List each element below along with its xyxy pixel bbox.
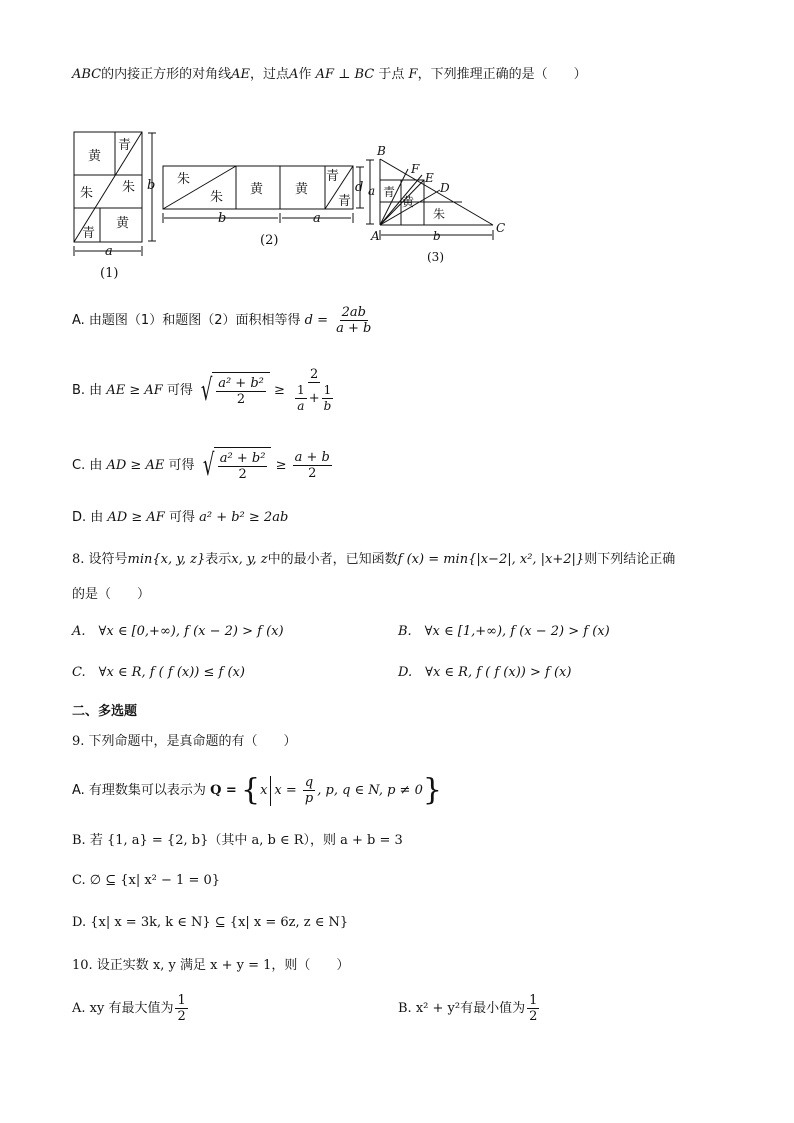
q7-option-a-fraction bbox=[334, 305, 373, 336]
q7-option-a-num: 2ab bbox=[341, 305, 366, 320]
q7-option-b-sqrt: √ $\frac{\text{a² + b²}}{2}$ bbox=[197, 372, 270, 410]
q7-option-c-am bbox=[293, 450, 332, 481]
q10-option-b-den: 2 bbox=[529, 1009, 538, 1024]
q7-option-d-mid: 可得 bbox=[168, 510, 195, 525]
q7-option-a-lead: A. 由题图（1）和题图（2）面积相等得 bbox=[72, 313, 301, 328]
fig1-cell-qing-2: 青 bbox=[82, 226, 96, 241]
q7-option-c bbox=[72, 446, 334, 486]
q7-option-b-mid: 可得 bbox=[166, 383, 193, 398]
q8-option-a bbox=[72, 623, 284, 641]
fig2-cell-zhu-1: 朱 bbox=[177, 172, 191, 187]
q7-option-a bbox=[72, 305, 375, 336]
q7-stem-text5: ，下列推理正确的是（ ） bbox=[417, 67, 587, 82]
q7-option-a-den: a + b bbox=[336, 321, 372, 336]
q7-option-c-ge: ≥ bbox=[275, 458, 287, 473]
q10-option-b-num: 1 bbox=[529, 993, 538, 1008]
q8-stem-min: min{x, y, z} bbox=[127, 552, 206, 567]
q9-option-d bbox=[72, 914, 348, 932]
fig3-point-c: C bbox=[496, 221, 506, 235]
q7-figures bbox=[0, 125, 794, 295]
fig2-cell-huang-1: 黄 bbox=[250, 182, 264, 197]
q7-option-b-inv-a: a bbox=[297, 399, 305, 413]
q8-option-a-text: A. ∀x ∈ [0,+∞), f (x − 2) > f (x) bbox=[72, 624, 284, 639]
q7-stem-text3: 作 bbox=[298, 67, 312, 82]
fig2-label-b: b bbox=[218, 211, 227, 226]
q10-option-a-fraction bbox=[175, 993, 187, 1024]
fig3-cell-qing: 青 bbox=[383, 185, 396, 199]
q9-option-b bbox=[72, 832, 403, 850]
q7-option-d bbox=[72, 509, 288, 527]
q7-stem bbox=[72, 66, 587, 84]
q8-option-d bbox=[398, 664, 571, 682]
q10-stem: 10. 设正实数 x, y 满足 x + y = 1，则（ ） bbox=[72, 958, 350, 973]
q7-stem-a: A bbox=[289, 67, 299, 82]
q10-option-a-num: 1 bbox=[177, 993, 186, 1008]
q8-stem-text2: 表示 bbox=[205, 552, 232, 567]
fig1-caption: (1) bbox=[100, 266, 119, 281]
q9-option-a-tail: , p, q ∈ N, p ≠ 0 bbox=[317, 783, 423, 798]
fig3-point-e: E bbox=[425, 171, 434, 185]
q7-option-b-one-a: 1 bbox=[297, 383, 305, 397]
fig3-cell-zhu: 朱 bbox=[433, 207, 446, 221]
fig3-caption: (3) bbox=[427, 250, 444, 264]
q9-option-a-fraction bbox=[303, 775, 315, 806]
q8-stem-line2 bbox=[72, 586, 150, 604]
q7-stem-text4: 于点 bbox=[378, 67, 405, 82]
q7-option-b-cond: AE ≥ AF bbox=[106, 383, 163, 398]
q7-option-c-sqrt-num: a² + b² bbox=[219, 450, 266, 466]
q7-stem-f: F bbox=[408, 67, 418, 82]
q7-option-d-result: a² + b² ≥ 2ab bbox=[199, 510, 289, 525]
q8-option-d-text: D. ∀x ∈ R, f ( f (x)) > f (x) bbox=[398, 665, 572, 680]
fig3-point-a: A bbox=[371, 229, 380, 243]
fig3-cell-huang: 黄 bbox=[402, 195, 415, 209]
q7-stem-af-perp-bc: AF ⊥ BC bbox=[315, 67, 375, 82]
q8-stem-text4: 则下列结论正确 bbox=[584, 552, 676, 567]
q7-stem-ae: AE bbox=[231, 67, 251, 82]
q8-option-b bbox=[398, 623, 610, 641]
q9-stem: 9. 下列命题中，是真命题的有（ ） bbox=[72, 734, 297, 749]
q8-stem bbox=[72, 551, 675, 569]
fig1-cell-qing-1: 青 bbox=[118, 138, 132, 153]
q7-option-d-cond: AD ≥ AF bbox=[107, 510, 165, 525]
q10-option-a bbox=[72, 992, 190, 1026]
fig1-cell-huang-2: 黄 bbox=[116, 216, 130, 231]
q9-option-a-num: q bbox=[304, 775, 314, 790]
fig2-cell-qing-2: 青 bbox=[338, 194, 352, 209]
fig2-label-d: d bbox=[355, 180, 364, 195]
q8-stem-text3: 中的最小者，已知函数 bbox=[267, 552, 398, 567]
q7-option-b-ge: ≥ bbox=[274, 383, 285, 398]
q8-option-b-text: B. ∀x ∈ [1,+∞), f (x − 2) > f (x) bbox=[398, 624, 610, 639]
fig3-point-d: D bbox=[440, 181, 450, 195]
q7-option-c-mid: 可得 bbox=[168, 458, 195, 473]
q7-option-b bbox=[72, 366, 339, 416]
q7-option-b-plus: + bbox=[308, 391, 320, 406]
section-heading-multi-choice: 二、多选题 bbox=[72, 704, 138, 719]
q9-option-a-den: p bbox=[304, 791, 314, 806]
fig3-point-f: F bbox=[411, 162, 420, 176]
q9-option-c bbox=[72, 872, 220, 890]
fig1-cell-huang-1: 黄 bbox=[88, 149, 102, 164]
fig2-label-a: a bbox=[313, 211, 321, 226]
q9-option-b-text: B. 若 {1, a} = {2, b}（其中 a, b ∈ R），则 a + b = 3 bbox=[72, 833, 403, 848]
q7-option-c-am-den: 2 bbox=[308, 466, 317, 481]
q9-option-a-lead: A. 有理数集可以表示为 bbox=[72, 783, 206, 798]
q9-option-a-x: x bbox=[260, 783, 268, 798]
fig3-label-a: a bbox=[368, 184, 376, 198]
q10-option-a-lead: A. xy 有最大值为 bbox=[72, 1001, 174, 1016]
q10-option-b-fraction bbox=[527, 993, 539, 1024]
q7-stem-text2: ，过点 bbox=[250, 67, 290, 82]
q9-option-c-text: C. ∅ ⊆ {x| x² − 1 = 0} bbox=[72, 873, 221, 888]
q9-option-a-q: Q = bbox=[210, 783, 237, 798]
q8-stem-text5: 的是（ ） bbox=[72, 587, 151, 602]
fig1-label-b: b bbox=[147, 178, 156, 193]
q7-option-d-lead: D. 由 bbox=[72, 510, 104, 525]
q7-option-b-lead: B. 由 bbox=[72, 383, 103, 398]
q8-option-c bbox=[72, 664, 245, 682]
q7-option-b-sqrt-num: a² + b² bbox=[218, 375, 264, 391]
q8-stem-xyz: x, y, z bbox=[231, 552, 268, 567]
q9-option-a: A. 有理数集可以表示为 Q = {x x = $\frac{q}{p}$ , p, q ∈ N, p ≠ 0} bbox=[72, 772, 442, 808]
q7-option-b-hm bbox=[291, 367, 337, 414]
q7-option-a-lhs: d = bbox=[304, 313, 328, 328]
fig3-point-b: B bbox=[377, 144, 386, 158]
q7-option-c-lead: C. 由 bbox=[72, 458, 103, 473]
q7-option-b-inv-b: b bbox=[323, 399, 332, 413]
fig3-label-b: b bbox=[433, 229, 441, 243]
fig1-cell-zhu-1: 朱 bbox=[80, 186, 94, 201]
q7-option-c-am-num: a + b bbox=[294, 450, 330, 465]
fig1-cell-zhu-2: 朱 bbox=[122, 180, 136, 195]
q7-stem-text1: 的内接正方形的对角线 bbox=[101, 67, 232, 82]
fig2-cell-huang-2: 黄 bbox=[295, 182, 309, 197]
fig2-cell-zhu-2: 朱 bbox=[210, 190, 224, 205]
q9-option-a-xeq: x = bbox=[274, 783, 297, 798]
q10-option-b-lead: B. x² + y²有最小值为 bbox=[398, 1001, 526, 1016]
q9-option-d-text: D. {x| x = 3k, k ∈ N} ⊆ {x| x = 6z, z ∈ N} bbox=[72, 915, 349, 930]
fig2-cell-qing-1: 青 bbox=[326, 169, 340, 184]
q8-stem-text1: 8. 设符号 bbox=[72, 552, 128, 567]
q7-option-c-sqrt-den: 2 bbox=[238, 466, 247, 482]
q8-stem-function: f (x) = min{|x−2|, x², |x+2|} bbox=[397, 552, 585, 567]
q10-option-b bbox=[398, 992, 541, 1026]
fig2-caption: (2) bbox=[260, 233, 279, 248]
q7-option-b-one-b: 1 bbox=[323, 383, 332, 397]
fig1-label-a: a bbox=[105, 244, 113, 259]
q10-option-a-den: 2 bbox=[177, 1009, 186, 1024]
q7-option-c-sqrt: √ $\frac{\text{a² + b²}}{2}$ bbox=[199, 447, 272, 485]
q7-option-b-sqrt-den: 2 bbox=[236, 391, 246, 407]
q7-option-c-cond: AD ≥ AE bbox=[106, 458, 165, 473]
q7-stem-abc: ABC bbox=[72, 67, 102, 82]
q8-option-c-text: C. ∀x ∈ R, f ( f (x)) ≤ f (x) bbox=[72, 665, 245, 680]
q7-option-b-hm-num: 2 bbox=[310, 367, 319, 382]
